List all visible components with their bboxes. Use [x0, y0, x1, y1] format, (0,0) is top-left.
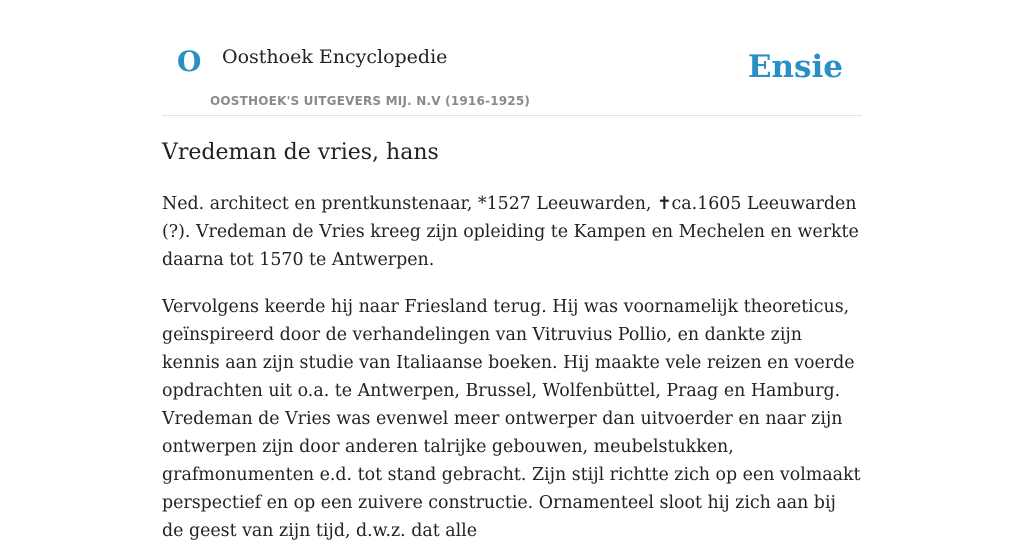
article-paragraph: Vervolgens keerde hij naar Friesland terug. Hij was voornamelijk theoreticus, geïnspireerd door de verhandelingen van Vitruvius Pollio, en dankte zijn kennis aan zijn studie van Italiaanse boeken. Hij maakte vele reizen en voerde opdrachten uit o.a. te Antwerpen, Brussel, Wolfenbüttel, Praag en Hamburg. Vredeman de Vries was evenwel meer ontwerper dan uitvoerder en naar zijn ontwerpen zijn door anderen talrijke gebouwen, meubelstukken, grafmonumenten e.d. tot stand gebracht. Zijn stijl richtte zich op een volmaakt perspectief en op een zuivere constructie. Ornamenteel sloot hij zich aan bij de geest van zijn tijd, d.w.z. dat alle	[162, 297, 861, 542]
article-paragraph: Ned. architect en prentkunstenaar, *1527 Leeuwarden, ✝ca.1605 Leeuwarden (?). Vredeman de Vries kreeg zijn opleiding te Kampen en Mechelen en werkte daarna tot 1570 te Antwerpen.	[162, 194, 859, 271]
book-logo-icon[interactable]: O	[177, 45, 202, 78]
publisher-label: OOSTHOEK'S UITGEVERS MIJ. N.V (1916-1925)	[210, 94, 531, 108]
header	[162, 0, 862, 116]
page	[162, 0, 862, 545]
article-title: Vredeman de vries, hans	[162, 140, 439, 165]
book-title-link[interactable]: Oosthoek Encyclopedie	[222, 46, 448, 68]
ensie-logo-link[interactable]: Ensie	[747, 49, 843, 85]
